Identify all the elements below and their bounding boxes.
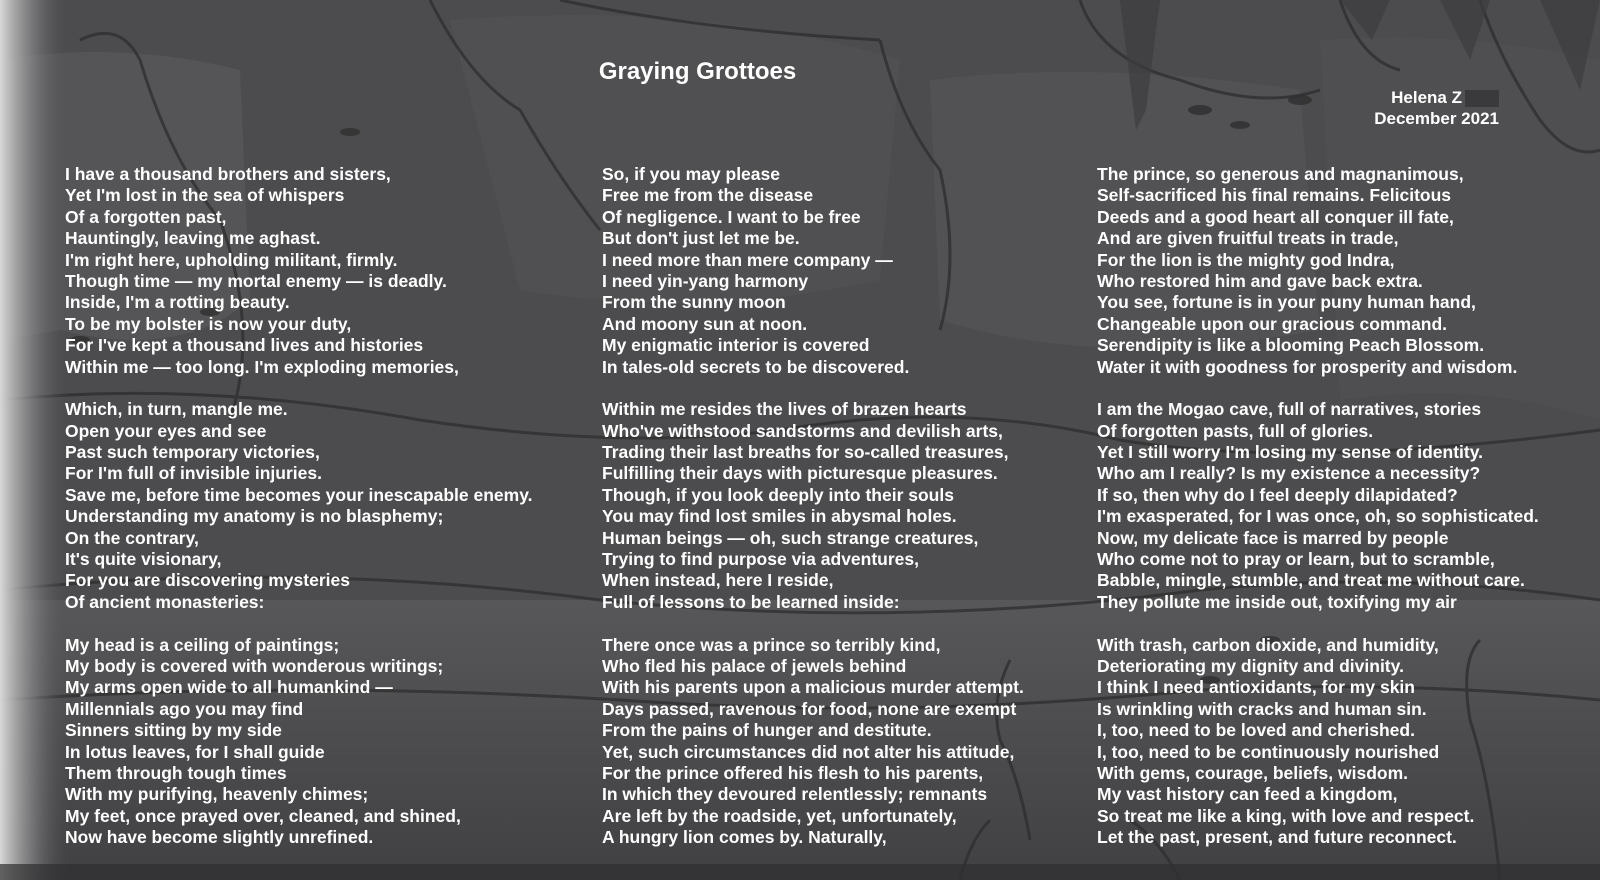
poem-column-1 [65, 164, 533, 849]
stanza [1097, 635, 1539, 849]
poem-line: With gems, courage, beliefs, wisdom. [1097, 762, 1409, 783]
poem-line: Deteriorating my dignity and divinity. [1097, 655, 1404, 676]
poem-line: Trying to find purpose via adventures, [602, 549, 919, 570]
poem-line: Who fled his palace of jewels behind [602, 655, 907, 676]
stanza [1097, 399, 1539, 613]
poem-line: Now have become slightly unrefined. [65, 827, 374, 848]
stanza [602, 399, 1024, 613]
poem-line: Of a forgotten past, [65, 206, 227, 227]
poem-line: My vast history can feed a kingdom, [1097, 784, 1398, 805]
poem-line: Deeds and a good heart all conquer ill fate, [1097, 206, 1454, 227]
poem-line: I, too, need to be continuously nourished [1097, 741, 1440, 762]
poem-line: In lotus leaves, for I shall guide [65, 741, 325, 762]
poem-line: Who restored him and gave back extra. [1097, 270, 1423, 291]
poem-line: Now, my delicate face is marred by people [1097, 527, 1449, 548]
stanza [65, 164, 533, 378]
poem-line: Them through tough times [65, 762, 287, 783]
poem-line: Free me from the disease [602, 185, 814, 206]
poem-line: They pollute me inside out, toxifying my air [1097, 591, 1457, 612]
poem-line: Within me — too long. I'm exploding memories, [65, 356, 459, 377]
poem-line: Save me, before time becomes your inescapable enemy. [65, 484, 533, 505]
poem-line: Full of lessons to be learned inside: [602, 591, 900, 612]
poem-line: In which they devoured relentlessly; remnants [602, 784, 988, 805]
poem-line: My feet, once prayed over, cleaned, and shined, [65, 805, 461, 826]
poem-line: Open your eyes and see [65, 420, 267, 441]
poem-line: Self-sacrificed his final remains. Felicitous [1097, 185, 1452, 206]
redacted-surname-block [1465, 90, 1499, 107]
poem-line: Of forgotten pasts, full of glories. [1097, 420, 1374, 441]
poem-line: I need yin-yang harmony [602, 270, 809, 291]
poem-line: For I've kept a thousand lives and histories [65, 335, 424, 356]
poem-line: A hungry lion comes by. Naturally, [602, 827, 887, 848]
poem-line: Yet I still worry I'm losing my sense of identity. [1097, 442, 1484, 463]
poem-byline [1374, 87, 1499, 129]
poem-line: I, too, need to be loved and cherished. [1097, 720, 1415, 741]
poem-title: Graying Grottoes [598, 58, 797, 85]
poem-line: For the lion is the mighty god Indra, [1097, 249, 1395, 270]
poem-line: I need more than mere company — [602, 249, 893, 270]
poem-line: Is wrinkling with cracks and human sin. [1097, 698, 1427, 719]
poem-line: Of negligence. I want to be free [602, 206, 861, 227]
poem-line: Millennials ago you may find [65, 698, 304, 719]
poem-line: With my purifying, heavenly chimes; [65, 784, 369, 805]
poem-line: Sinners sitting by my side [65, 720, 282, 741]
poem-column-2 [602, 164, 1024, 849]
poem-column-3 [1097, 164, 1539, 849]
poem-line: Inside, I'm a rotting beauty. [65, 292, 290, 313]
poem-line: On the contrary, [65, 527, 199, 548]
poem-line: My body is covered with wonderous writings; [65, 655, 444, 676]
poem-line: And moony sun at noon. [602, 313, 808, 334]
poem-line: If so, then why do I feel deeply dilapidated? [1097, 484, 1458, 505]
poem-line: For I'm full of invisible injuries. [65, 463, 322, 484]
author-name: Helena Z [1391, 88, 1462, 107]
poem-line: Trading their last breaths for so-called treasures, [602, 442, 1009, 463]
poem-line: My enigmatic interior is covered [602, 335, 870, 356]
poem-line: I think I need antioxidants, for my skin [1097, 677, 1415, 698]
poem-line: I have a thousand brothers and sisters, [65, 164, 391, 184]
poem-line: Yet I'm lost in the sea of whispers [65, 185, 345, 206]
poem-line: The prince, so generous and magnanimous, [1097, 164, 1464, 184]
poem-line: My arms open wide to all humankind — [65, 677, 393, 698]
poem-line: So treat me like a king, with love and respect. [1097, 805, 1475, 826]
poem-line: In tales-old secrets to be discovered. [602, 356, 910, 377]
poem-line: With his parents upon a malicious murder attempt. [602, 677, 1024, 698]
poem-line: Fulfilling their days with picturesque pleasures. [602, 463, 998, 484]
poem-line: Changeable upon our gracious command. [1097, 313, 1448, 334]
poem-line: I'm right here, upholding militant, firmly. [65, 249, 398, 270]
poem-line: But don't just let me be. [602, 228, 800, 249]
poem-line: Hauntingly, leaving me aghast. [65, 228, 321, 249]
poem-line: Which, in turn, mangle me. [65, 399, 288, 420]
poem-line: I am the Mogao cave, full of narratives, stories [1097, 399, 1482, 420]
poem-line: Human beings — oh, such strange creatures, [602, 527, 979, 548]
poem-line: To be my bolster is now your duty, [65, 313, 352, 334]
poem-line: With trash, carbon dioxide, and humidity, [1097, 634, 1439, 655]
stanza [602, 635, 1024, 849]
poem-line: Understanding my anatomy is no blasphemy; [65, 506, 444, 527]
poem-line: I'm exasperated, for I was once, oh, so sophisticated. [1097, 506, 1539, 527]
poem-line: Who am I really? Is my existence a necessity? [1097, 463, 1481, 484]
poem-line: Past such temporary victories, [65, 442, 320, 463]
poem-line: It's quite visionary, [65, 549, 222, 570]
poem-line: You may find lost smiles in abysmal holes. [602, 506, 957, 527]
stanza [1097, 164, 1539, 378]
poem-line: There once was a prince so terribly kind, [602, 634, 941, 655]
stanza [602, 164, 1024, 378]
stanza [65, 635, 533, 849]
poem-line: Water it with goodness for prosperity and wisdom. [1097, 356, 1518, 377]
poem-line: Within me resides the lives of brazen hearts [602, 399, 967, 420]
poem-line: For you are discovering mysteries [65, 570, 350, 591]
poem-line: My head is a ceiling of paintings; [65, 634, 340, 655]
poem-line: Are left by the roadside, yet, unfortunately, [602, 805, 957, 826]
poem-line: When instead, here I reside, [602, 570, 834, 591]
poem-line: Who've withstood sandstorms and devilish arts, [602, 420, 1003, 441]
poem-line: And are given fruitful treats in trade, [1097, 228, 1399, 249]
poem-line: Though time — my mortal enemy — is deadly. [65, 270, 447, 291]
poem-line: Of ancient monasteries: [65, 591, 265, 612]
poem-line: Yet, such circumstances did not alter his attitude, [602, 741, 1015, 762]
poem-date: December 2021 [1374, 109, 1499, 128]
poem-line: You see, fortune is in your puny human hand, [1097, 292, 1476, 313]
poem-line: Though, if you look deeply into their souls [602, 484, 954, 505]
poem-line: For the prince offered his flesh to his parents, [602, 762, 984, 783]
poem-line: From the pains of hunger and destitute. [602, 720, 932, 741]
poem-line: Let the past, present, and future reconnect. [1097, 827, 1457, 848]
poem-line: Babble, mingle, stumble, and treat me without care. [1097, 570, 1525, 591]
poem-line: Who come not to pray or learn, but to scramble, [1097, 549, 1495, 570]
poem-line: Days passed, ravenous for food, none are exempt [602, 698, 1017, 719]
poem-line: Serendipity is like a blooming Peach Blossom. [1097, 335, 1485, 356]
poem-line: So, if you may please [602, 164, 780, 184]
poem-line: From the sunny moon [602, 292, 786, 313]
stanza [65, 399, 533, 613]
